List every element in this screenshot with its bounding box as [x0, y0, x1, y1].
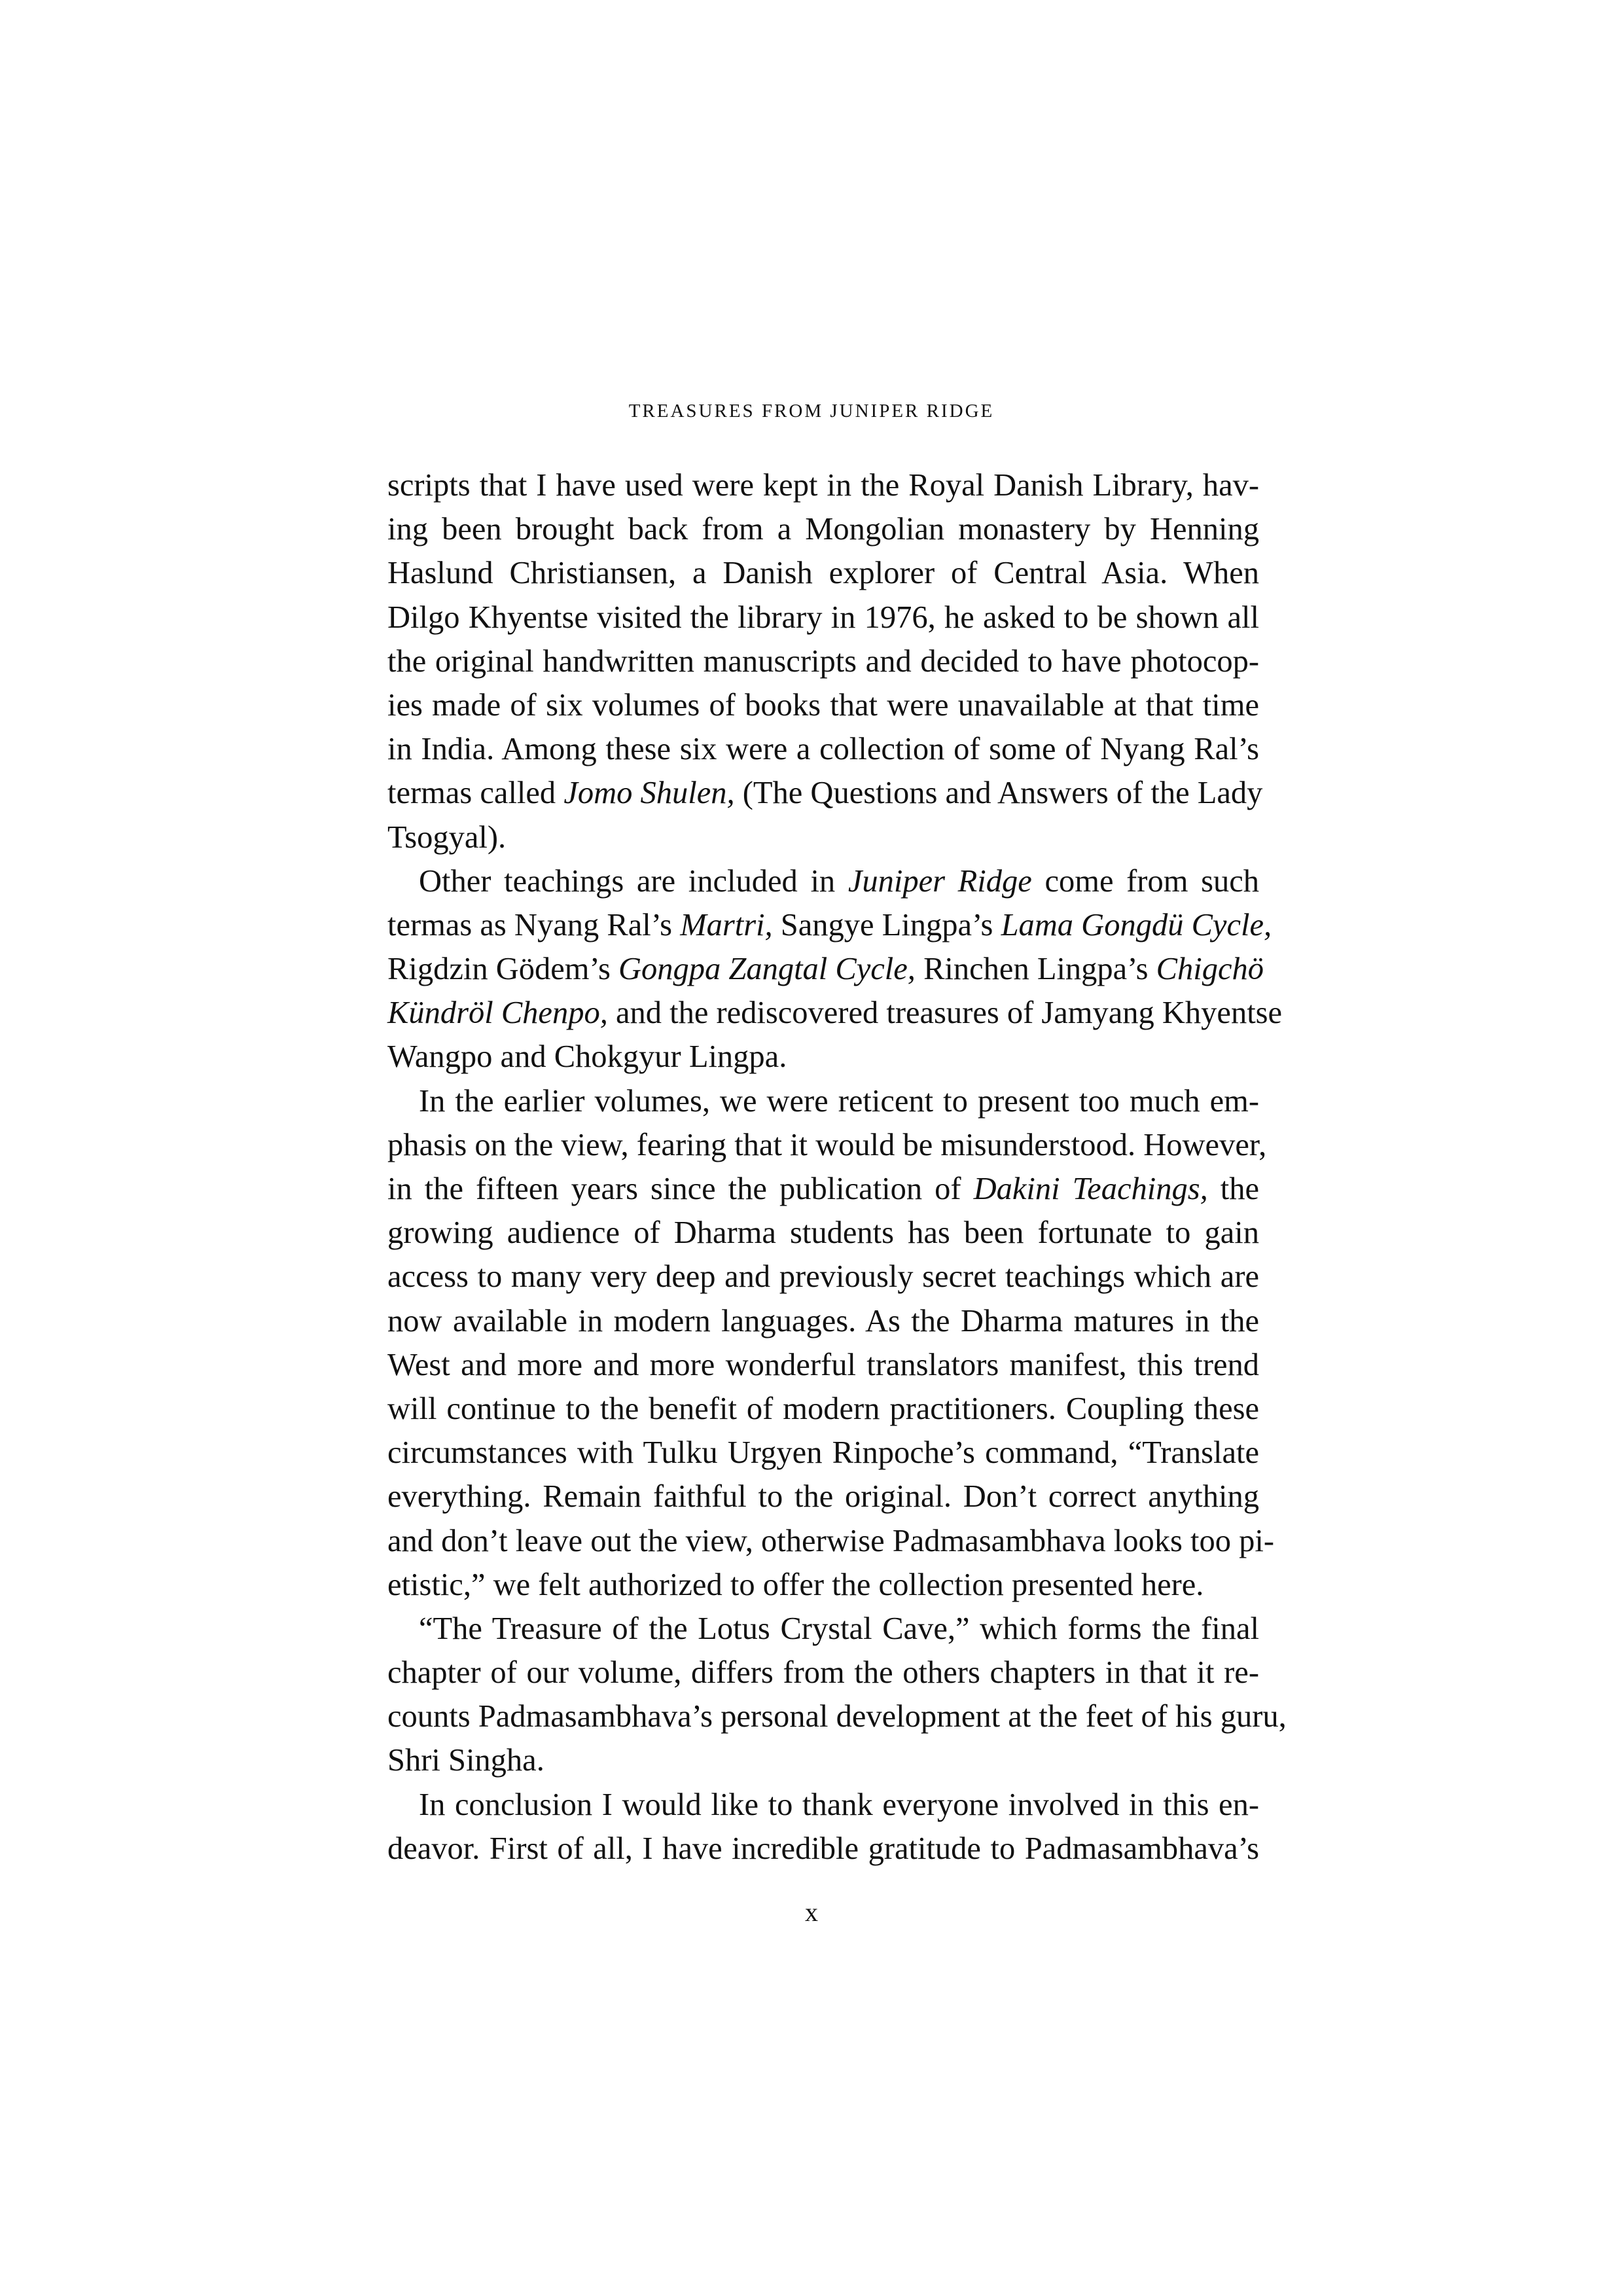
text-line: “The Treasure of the Lotus Crystal Cave,” which forms the final — [419, 1611, 1259, 1646]
text-line: everything. Remain faithful to the original. Don’t correct anything — [387, 1479, 1259, 1515]
text-line: Wangpo and Chokgyur Lingpa. — [387, 1039, 787, 1075]
book-title: Juniper Ridge — [847, 863, 1032, 899]
running-head: TREASURES FROM JUNIPER RIDGE — [628, 401, 995, 422]
text-line: Rigdzin Gödem’s Gongpa Zangtal Cycle, Rinchen Lingpa’s Chigchö — [387, 952, 1264, 987]
text-line: Other teachings are included in Juniper Ridge come from such — [419, 863, 1259, 899]
text-line: termas as Nyang Ral’s Martri, Sangye Lingpa’s Lama Gongdü Cycle, — [387, 907, 1272, 942]
text-line: termas called Jomo Shulen, (The Questions and Answers of the Lady — [387, 776, 1263, 811]
text-line: ing been brought back from a Mongolian monastery by Henning — [387, 512, 1259, 547]
text-line: In conclusion I would like to thank everyone involved in this en- — [419, 1787, 1259, 1822]
text-line: chapter of our volume, differs from the others chapters in that it re- — [387, 1655, 1259, 1691]
book-title: Lama Gongdü Cycle, — [1001, 907, 1272, 942]
page-number: x — [805, 1897, 818, 1927]
text-line: the original handwritten manuscripts and decided to have photocop- — [387, 643, 1259, 679]
book-title: Gongpa Zangtal Cycle, — [618, 952, 916, 987]
text-line: Haslund Christiansen, a Danish explorer of Central Asia. When — [387, 556, 1259, 591]
text-line: in the fifteen years since the publication of Dakini Teachings, the — [387, 1172, 1259, 1206]
text-line: etistic,” we felt authorized to offer the collection presented here. — [387, 1567, 1204, 1602]
text-line: in India. Among these six were a collection of some of Nyang Ral’s — [387, 732, 1259, 767]
text-line: West and more and more wonderful translators manifest, this trend — [387, 1347, 1259, 1382]
text-line: scripts that I have used were kept in the Royal Danish Library, hav- — [387, 468, 1259, 503]
text-line: deavor. First of all, I have incredible gratitude to Padmasambhava’s — [387, 1831, 1259, 1866]
text-line: phasis on the view, fearing that it would be misunderstood. However, — [387, 1127, 1267, 1162]
body-text — [387, 463, 1287, 1871]
text-line: access to many very deep and previously secret teachings which are — [387, 1259, 1259, 1295]
text-line: In the earlier volumes, we were reticent to present too much em- — [419, 1083, 1259, 1119]
book-title: Kündröl Chenpo, — [387, 996, 608, 1031]
text-line: will continue to the benefit of modern practitioners. Coupling these — [387, 1391, 1259, 1426]
text-line: Dilgo Khyentse visited the library in 1976, he asked to be shown all — [387, 600, 1259, 635]
book-title: Dakini Teachings, — [973, 1172, 1208, 1206]
text-line: Kündröl Chenpo, and the rediscovered treasures of Jamyang Khyentse — [387, 996, 1283, 1031]
text-line: ies made of six volumes of books that were unavailable at that time — [387, 687, 1259, 723]
text-line: now available in modern languages. As the Dharma matures in the — [387, 1303, 1259, 1338]
book-title: Martri, — [680, 907, 773, 942]
book-title: Jomo Shulen, — [563, 776, 735, 811]
text-line: Tsogyal). — [387, 819, 507, 855]
text-line: growing audience of Dharma students has been fortunate to gain — [387, 1215, 1259, 1251]
text-line: counts Padmasambhava’s personal development at the feet of his guru, — [387, 1699, 1287, 1734]
text-line: circumstances with Tulku Urgyen Rinpoche’s command, “Translate — [387, 1435, 1259, 1471]
text-line: and don’t leave out the view, otherwise Padmasambhava looks too pi- — [387, 1523, 1274, 1558]
text-line: Shri Singha. — [387, 1743, 544, 1778]
book-title: Chigchö — [1156, 952, 1264, 987]
